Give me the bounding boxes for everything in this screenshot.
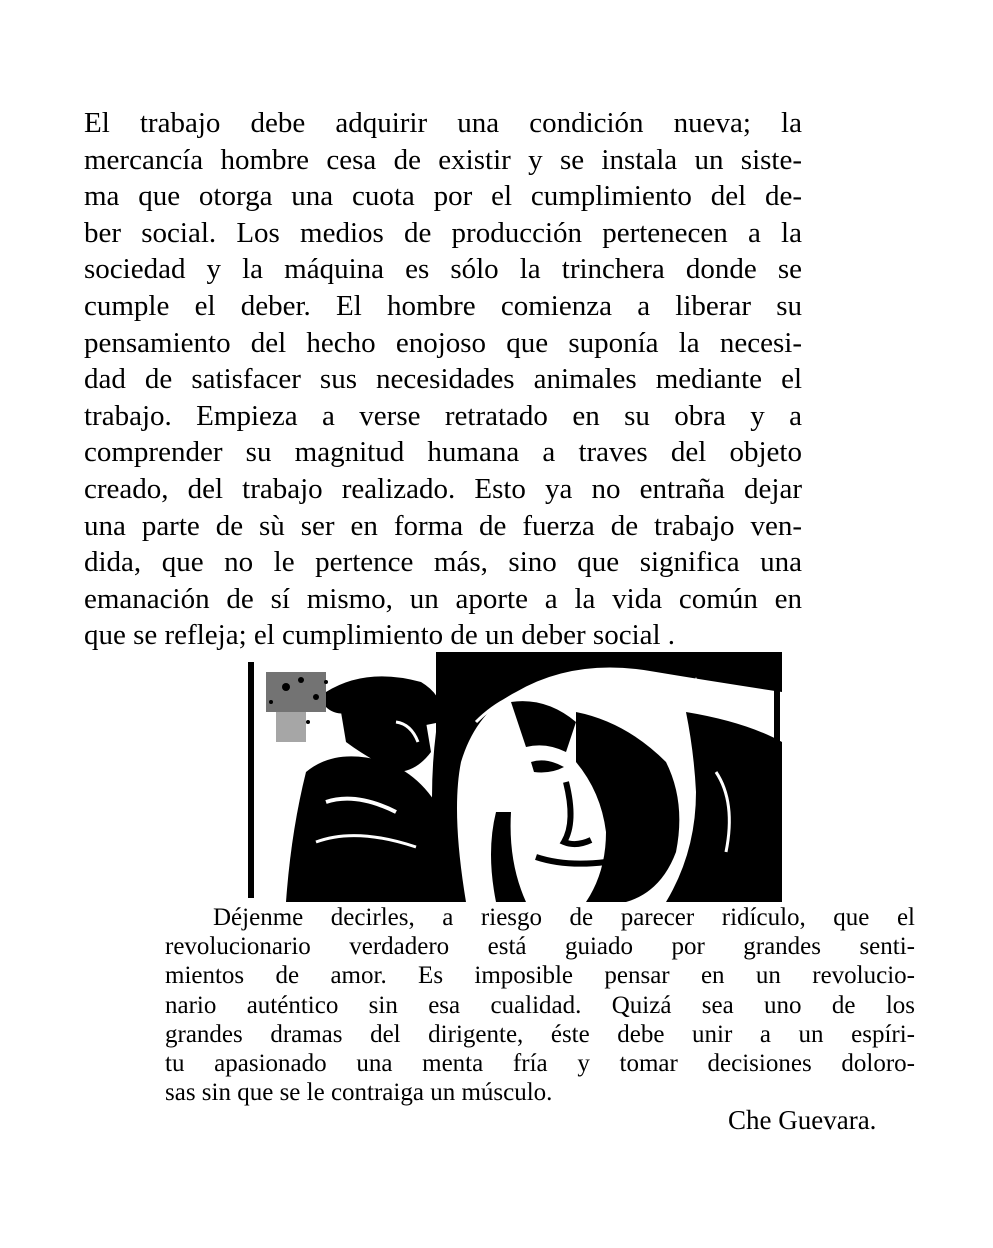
paragraph-line: ma que otorga una cuota por el cumplimiento del de- <box>84 180 802 213</box>
quote-line: grandes dramas del dirigente, éste debe unir a un espíri- <box>165 1020 915 1048</box>
quote-line: Déjenme decirles, a riesgo de parecer ridículo, que el <box>213 904 915 931</box>
paragraph-line: pensamiento del hecho enojoso que suponía la necesi- <box>84 326 802 359</box>
che-guevara-photo <box>246 652 782 902</box>
quote-line: revolucionario verdadero está guiado por grandes senti- <box>165 933 915 961</box>
paragraph-line: una parte de sù ser en forma de fuerza de trabajo ven- <box>84 509 802 542</box>
paragraph-line: dad de satisfacer sus necesidades animales mediante el <box>84 363 802 396</box>
quote-author: Che Guevara. <box>728 1105 877 1135</box>
paragraph-line: que se refleja; el cumplimiento de un deber social . <box>84 619 676 652</box>
main-paragraph <box>84 105 802 654</box>
paragraph-line: ber social. Los medios de producción pertenecen a la <box>84 216 802 249</box>
paragraph-line: dida, que no le pertence más, sino que significa una <box>84 546 802 579</box>
paragraph-line: trabajo. Empieza a verse retratado en su obra y a <box>84 399 802 432</box>
quote-paragraph <box>165 903 915 1107</box>
quote-line: mientos de amor. Es imposible pensar en un revolucio- <box>165 962 915 990</box>
paragraph-line: comprender su magnitud humana a traves del objeto <box>84 436 802 469</box>
paragraph-line: cumple el deber. El hombre comienza a liberar su <box>84 289 802 322</box>
paragraph-line: creado, del trabajo realizado. Esto ya no entraña dejar <box>84 472 802 505</box>
paragraph-line: El trabajo debe adquirir una condición nueva; la <box>84 107 802 139</box>
quote-line: nario auténtico sin esa cualidad. Quizá sea uno de los <box>165 991 915 1019</box>
paragraph-line: mercancía hombre cesa de existir y se instala un siste- <box>84 143 802 176</box>
quote-line: sas sin que se le contraiga un músculo. <box>165 1079 553 1107</box>
quote-line: tu apasionado una menta fría y tomar decisiones doloro- <box>165 1050 915 1078</box>
paragraph-line: emanación de sí mismo, un aporte a la vida común en <box>84 582 802 615</box>
paragraph-line: sociedad y la máquina es sólo la trinchera donde se <box>84 253 802 286</box>
